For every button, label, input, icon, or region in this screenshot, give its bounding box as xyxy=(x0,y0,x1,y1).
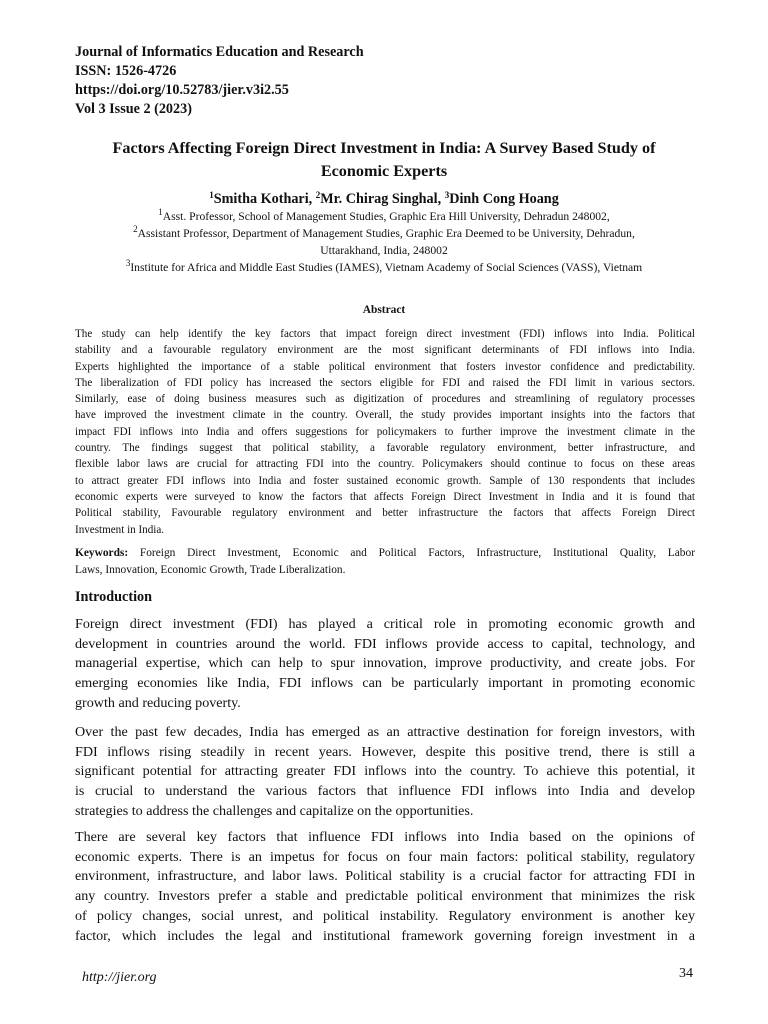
page-number: 34 xyxy=(679,966,693,981)
paragraph-line: factor, which includes the legal and institutional framework governing foreign investment in a xyxy=(75,927,695,944)
intro-paragraph-2 xyxy=(75,723,695,822)
affiliation-3-sup: 3 xyxy=(125,258,131,268)
footer-url-link[interactable]: http://jier.org xyxy=(82,970,157,985)
paper-title xyxy=(70,137,698,183)
title-line-2: Economic Experts xyxy=(320,162,448,180)
paragraph-line: growth and reducing poverty. xyxy=(75,694,241,711)
introduction-heading: Introduction xyxy=(75,589,152,605)
abstract-body xyxy=(75,326,695,538)
keywords-line-2: Laws, Innovation, Economic Growth, Trade Liberalization. xyxy=(75,563,346,576)
paragraph-line: significant potential for attracting greater FDI inflows into the country. To achieve this potential, it xyxy=(75,763,695,780)
affiliation-1 xyxy=(70,209,698,225)
abstract-line: have improved the investment climate in the country. Overall, the study provides important insights into the factors that xyxy=(75,409,695,422)
affiliation-2-sup: 2 xyxy=(133,224,138,234)
paragraph-line: any country. Investors prefer a stable and predictable political environment that minimizes the risk xyxy=(75,888,695,905)
paragraph-line: development in countries around the world. FDI inflows provide access to capital, technology, and xyxy=(75,635,695,652)
paragraph-line: of policy changes, social unrest, and political instability. Regulatory environment is another key xyxy=(75,907,695,924)
keywords-block xyxy=(75,545,695,578)
abstract-line: country. The findings suggest that political stability, a favorable regulatory environment, better infrastructure, and xyxy=(75,442,695,455)
abstract-line: Similarly, ease of doing business measures such as digitization of procedures and streamlining of regulatory processes xyxy=(75,393,695,406)
abstract-heading: Abstract xyxy=(362,304,406,316)
abstract-line: stability and a favourable regulatory environment are the most significant determinants of FDI inflows into India. xyxy=(75,344,695,357)
intro-paragraph-3 xyxy=(75,828,695,946)
paragraph-line: There are several key factors that influence FDI inflows into India based on the opinions of xyxy=(75,829,695,845)
author-3-sup: 3 xyxy=(444,190,450,200)
author-2-sup: 2 xyxy=(315,190,321,200)
abstract-line: economic experts were surveyed to know the factors that affects Foreign Direct Investment in India and it is found that xyxy=(75,490,695,503)
abstract-line: The liberalization of FDI policy has increased the sectors eligible for FDI and raised the FDI limit in various sectors. xyxy=(75,376,695,389)
author-1-name: Smitha Kothari, xyxy=(213,191,316,207)
paragraph-line: Over the past few decades, India has emerged as an attractive destination for foreign investors, with xyxy=(75,724,695,740)
keywords-label: Keywords: xyxy=(75,547,129,559)
affiliation-1-sup: 1 xyxy=(158,207,163,217)
abstract-line: to attract greater FDI inflows into India and foster sustained economic growth. Sample of 130 respondents that includes xyxy=(75,474,695,487)
affiliation-2-continued: Uttarakhand, India, 248002 xyxy=(320,244,448,257)
affiliation-2 xyxy=(70,226,698,242)
paragraph-line: environment, infrastructure, and labor laws. Political stability is a crucial factor for attracting FDI in xyxy=(75,868,695,885)
author-2-name: Mr. Chirag Singhal, xyxy=(320,191,445,207)
affiliation-3 xyxy=(70,260,698,276)
journal-header xyxy=(75,43,364,119)
intro-paragraph-1 xyxy=(75,615,695,714)
abstract-line: flexible labor laws are crucial for attracting FDI into the country. Policymakers should continue to focus on these areas xyxy=(75,458,695,471)
abstract-line: The study can help identify the key factors that impact foreign direct investment (FDI) inflows into India. Political xyxy=(75,328,695,340)
journal-volume: Vol 3 Issue 2 (2023) xyxy=(75,101,192,117)
abstract-line: Political stability, Favourable regulatory environment and better infrastructure the factors that affects Foreign Direct xyxy=(75,507,695,520)
affiliation-1-text: Asst. Professor, School of Management Studies, Graphic Era Hill University, Dehradun 248002, xyxy=(162,210,610,223)
keywords-text-1: Foreign Direct Investment, Economic and Political Factors, Infrastructure, Institutional Quality, Labor xyxy=(128,547,695,559)
journal-name: Journal of Informatics Education and Research xyxy=(75,44,364,60)
abstract-line: impact FDI inflows into India and offers suggestions for policymakers to further improve the investment climate in the xyxy=(75,425,695,438)
keywords-line-1 xyxy=(75,545,695,562)
journal-doi[interactable]: https://doi.org/10.52783/jier.v3i2.55 xyxy=(75,82,289,98)
author-1-sup: 1 xyxy=(209,190,214,200)
paragraph-line: Foreign direct investment (FDI) has played a critical role in promoting economic growth and xyxy=(75,616,695,632)
title-line-1: Factors Affecting Foreign Direct Investment in India: A Survey Based Study of xyxy=(112,139,656,157)
paragraph-line: managerial expertise, which can help to spur innovation, improve productivity, and create jobs. For xyxy=(75,655,695,672)
paragraph-line: economic experts. There is an impetus for focus on four main factors: political stability, regulatory xyxy=(75,848,695,865)
paragraph-line: strategies to address the challenges and capitalize on the opportunities. xyxy=(75,802,474,819)
affiliation-3-text: Institute for Africa and Middle East Studies (IAMES), Vietnam Academy of Social Sciences (VASS), Vietnam xyxy=(130,261,643,274)
author-list xyxy=(70,189,698,209)
abstract-line: Experts highlighted the importance of a stable political environment that fosters investor confidence and predictability. xyxy=(75,360,695,373)
journal-issn: ISSN: 1526-4726 xyxy=(75,63,177,79)
paragraph-line: is crucial to understand the various factors that influence FDI inflows into India and develop xyxy=(75,783,695,800)
paragraph-line: FDI inflows rising steadily in recent years. However, despite this positive trend, there is still a xyxy=(75,743,695,760)
affiliation-2-text: Assistant Professor, Department of Management Studies, Graphic Era Deemed to be University, Dehradun, xyxy=(137,227,635,240)
author-3-name: Dinh Cong Hoang xyxy=(449,191,559,207)
paragraph-line: emerging economies like India, FDI inflows can be particularly important in promoting economic xyxy=(75,675,695,692)
abstract-line: Investment in India. xyxy=(75,523,165,536)
